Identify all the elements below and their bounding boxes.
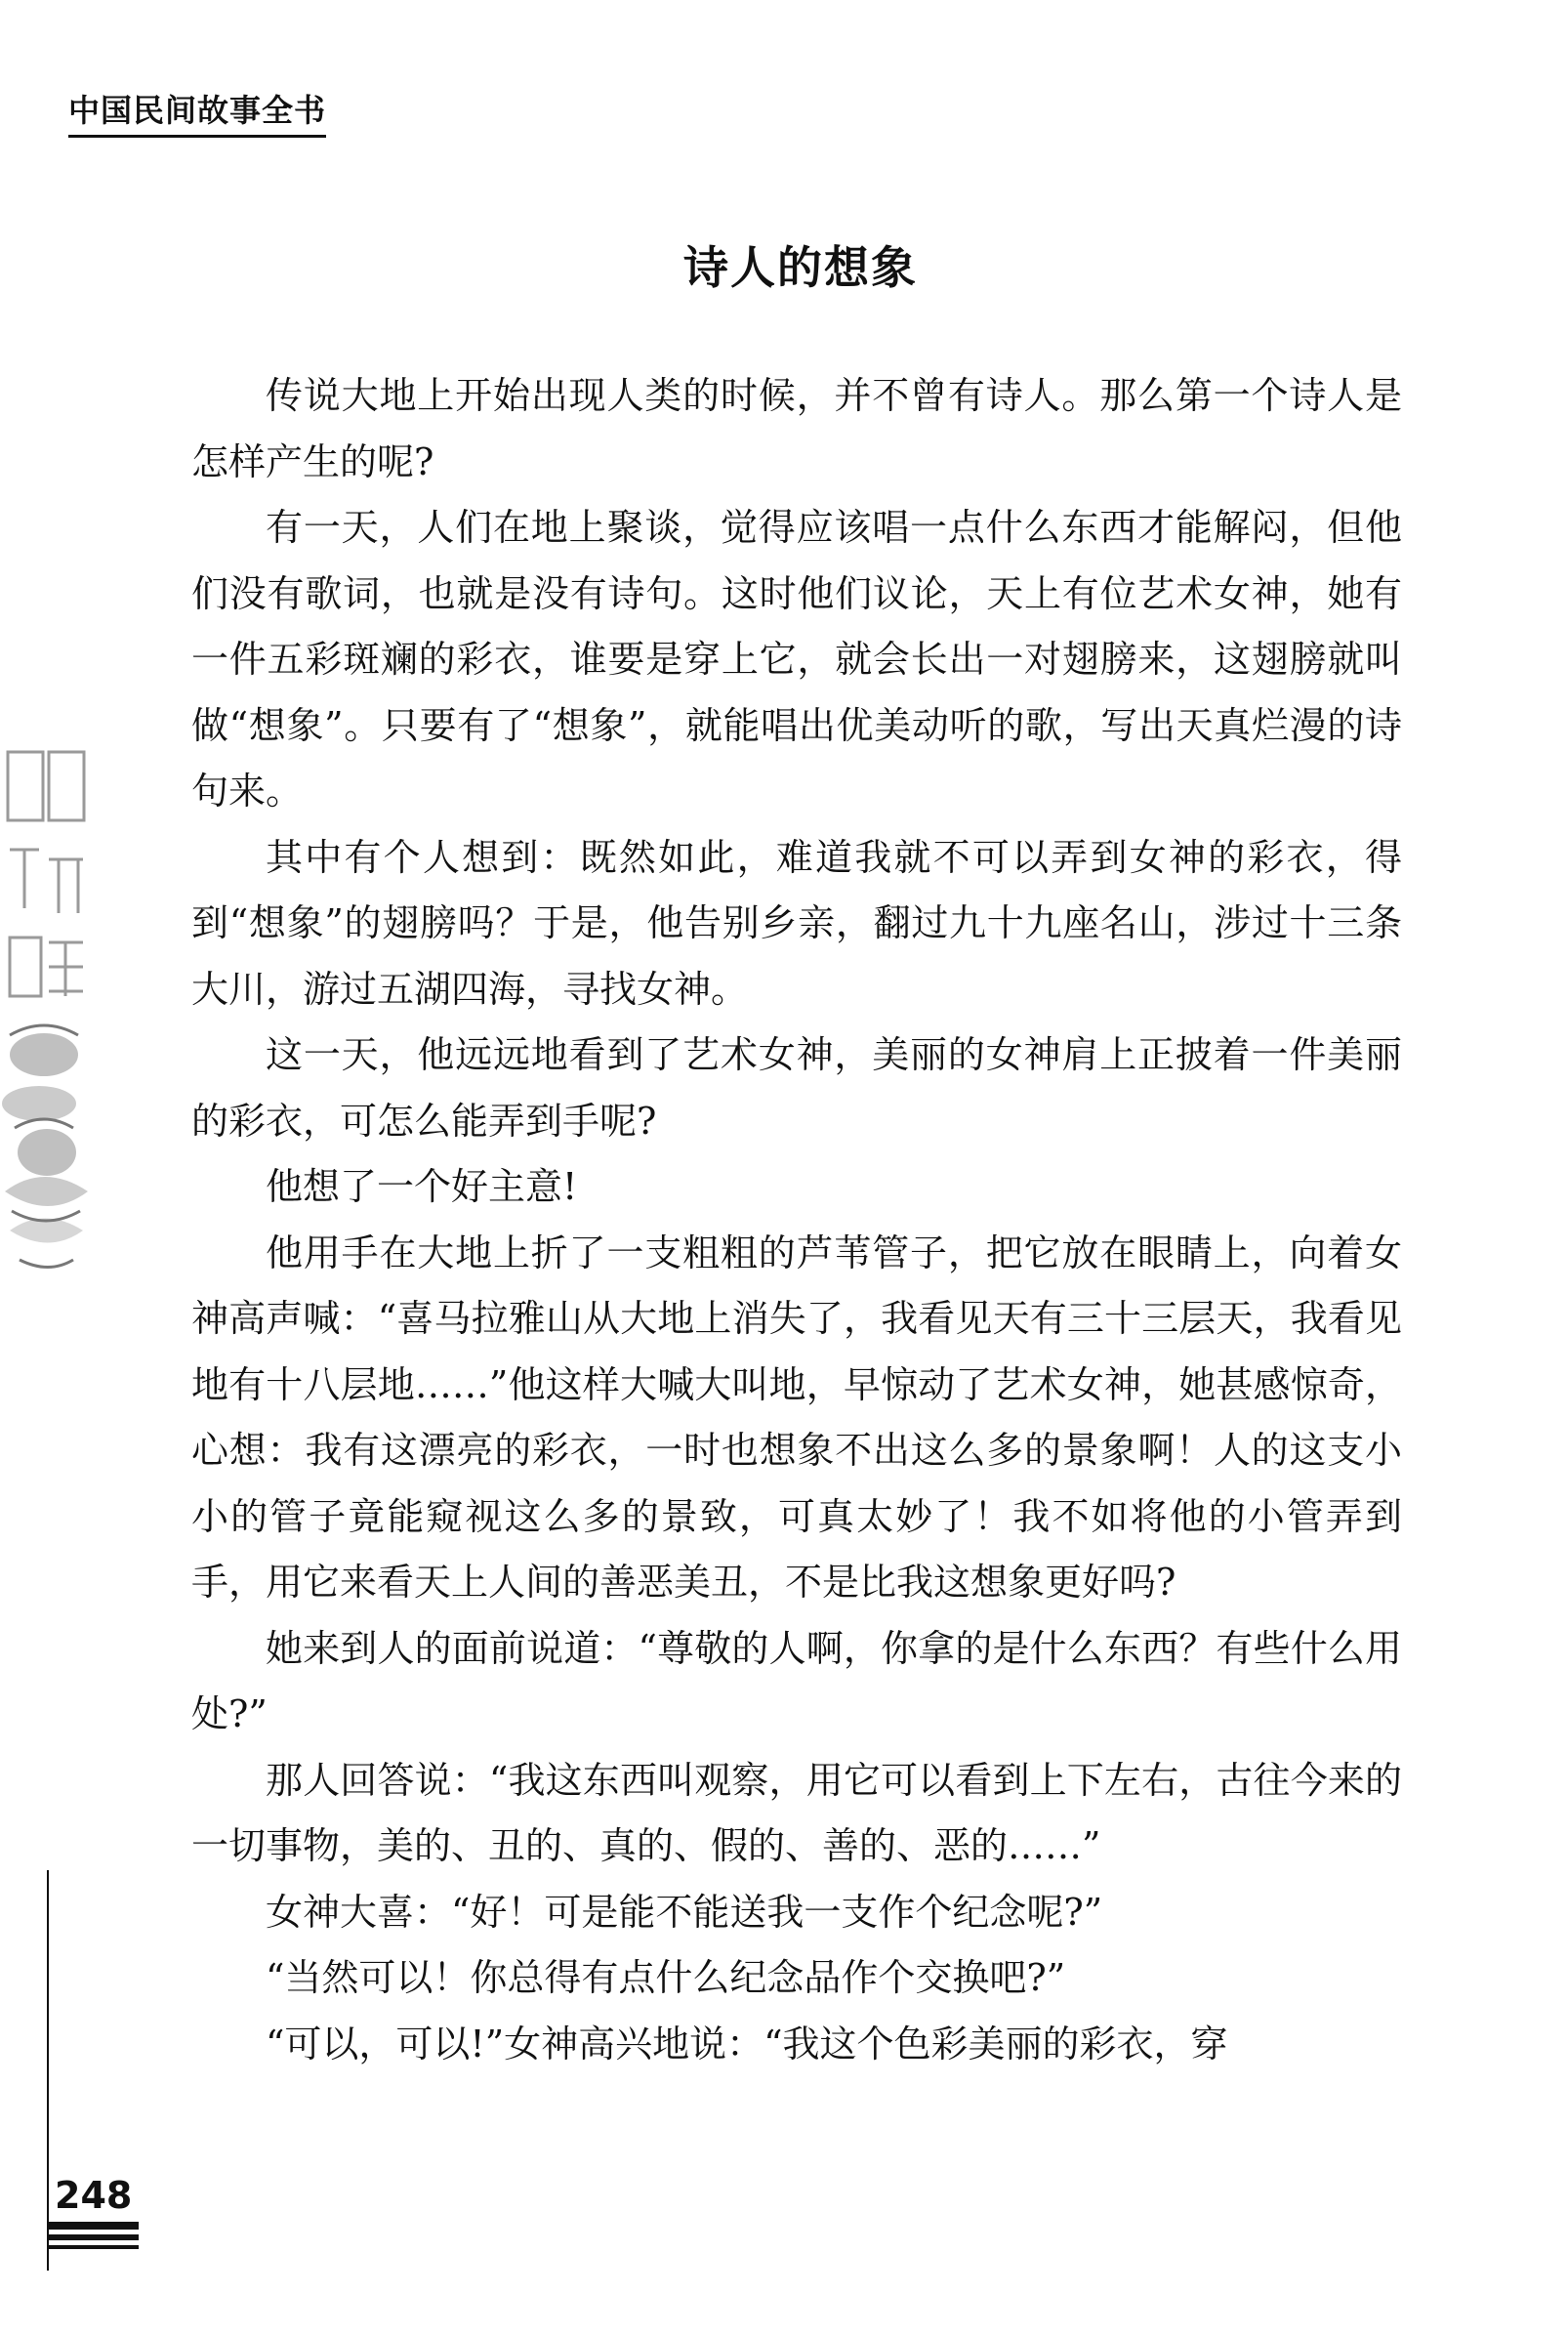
paragraph: 其中有个人想到：既然如此，难道我就不可以弄到女神的彩衣，得到“想象”的翅膀吗？于是，他告别乡亲，翻过九十九座名山，涉过十三条大川，游过五湖四海，寻找女神。 [191, 835, 1402, 1011]
paragraph: 这一天，他远远地看到了艺术女神，美丽的女神肩上正披着一件美丽的彩衣，可怎么能弄到手呢? [191, 1033, 1402, 1143]
paragraph: 他想了一个好主意! [266, 1165, 578, 1208]
paragraph: 他用手在大地上折了一支粗粗的芦苇管子，把它放在眼睛上，向着女神高声喊：“喜马拉雅山从大地上消失了，我看见天有三十三层天，我看见地有十八层地……”他这样大喊大叫地，早惊动了艺术女神，她甚感惊奇，心想：我有这漂亮的彩衣，一时也想象不出这么多的景象啊！人的这支小小的管子竟能窥视这么多的景致，可真太妙了！我不如将他的小管弄到手，用它来看天上人间的善恶美丑，不是比我这想象更好吗? [191, 1231, 1402, 1604]
paragraph: “可以，可以!”女神高兴地说：“我这个色彩美丽的彩衣，穿 [266, 2022, 1228, 2065]
running-header: 中国民间故事全书 [68, 86, 326, 138]
paragraph: 女神大喜：“好！可是能不能送我一支作个纪念呢?” [266, 1890, 1103, 1934]
margin-ornament-icon [0, 742, 93, 1289]
paragraph: 那人回答说：“我这东西叫观察，用它可以看到上下左右，古往今来的一切事物，美的、丑的、真的、假的、善的、恶的……” [191, 1758, 1402, 1867]
story-body [191, 363, 1402, 2077]
paragraph: 传说大地上开始出现人类的时候，并不曾有诗人。那么第一个诗人是怎样产生的呢? [191, 374, 1402, 483]
paragraph: 她来到人的面前说道：“尊敬的人啊，你拿的是什么东西？有些什么用处?” [191, 1626, 1402, 1735]
story-title: 诗人的想象 [683, 241, 918, 294]
paragraph: “当然可以！你总得有点什么纪念品作个交换吧?” [266, 1956, 1066, 1999]
page-number: 248 [55, 2174, 133, 2217]
footer-bars-icon [49, 2222, 139, 2261]
paragraph: 有一天，人们在地上聚谈，觉得应该唱一点什么东西才能解闷，但他们没有歌词，也就是没有诗句。这时他们议论，天上有位艺术女神，她有一件五彩斑斓的彩衣，谁要是穿上它，就会长出一对翅膀来，这翅膀就叫做“想象”。只要有了“想象”，就能唱出优美动听的歌，写出天真烂漫的诗句来。 [191, 506, 1402, 813]
margin-rule [47, 1870, 49, 2271]
